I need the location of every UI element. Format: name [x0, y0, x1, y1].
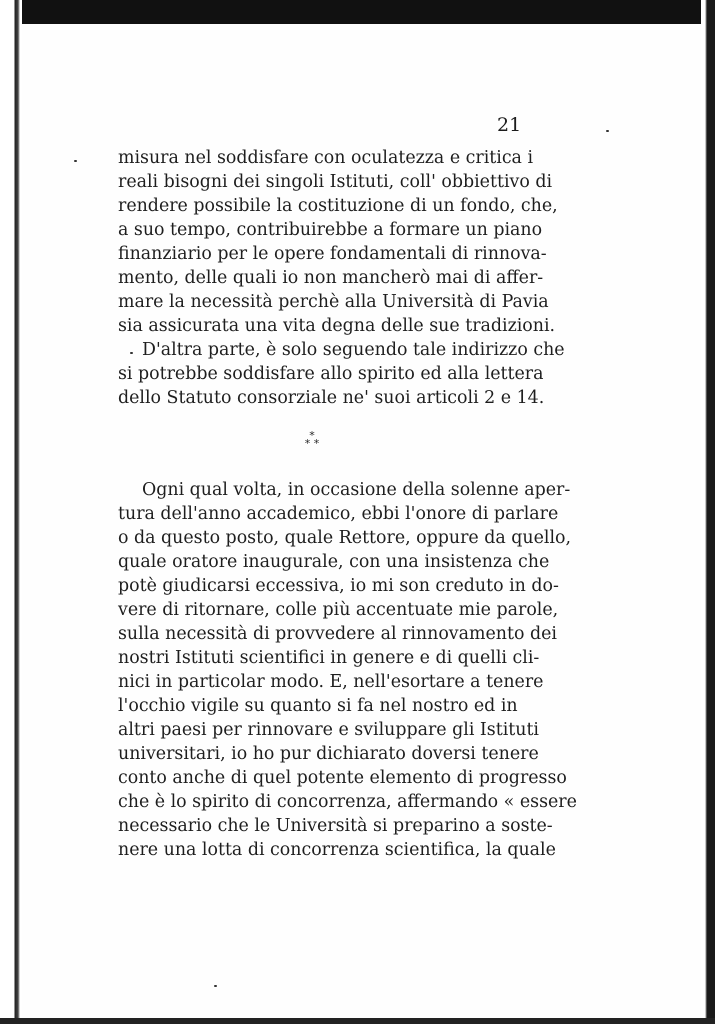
- section-separator: * * *: [304, 429, 320, 450]
- text-line: nici in particolar modo. E, nell'esortare a tenere: [118, 672, 544, 692]
- text-line: D'altra parte, è solo seguendo tale indirizzo che: [142, 340, 565, 360]
- text-line: mare la necessità perchè alla Università di Pavia: [118, 292, 549, 312]
- text-line: quale oratore inaugurale, con una insistenza che: [118, 552, 550, 572]
- text-line: che è lo spirito di concorrenza, affermando « essere: [118, 792, 577, 812]
- text-line: tura dell'anno accademico, ebbi l'onore di parlare: [118, 504, 559, 524]
- text-line: rendere possibile la costituzione di un fondo, che,: [118, 196, 558, 216]
- scan-speck: [130, 352, 133, 354]
- text-line: mento, delle quali io non mancherò mai di affer-: [118, 268, 544, 288]
- text-line: nostri Istituti scientifici in genere e di quelli cli-: [118, 648, 540, 668]
- page-number: 21: [497, 114, 522, 136]
- text-line: altri paesi per rinnovare e sviluppare gli Istituti: [118, 720, 539, 740]
- text-line: vere di ritornare, colle più accentuate mie parole,: [118, 600, 559, 620]
- scan-speck: [606, 130, 609, 132]
- text-line: l'occhio vigile su quanto si fa nel nostro ed in: [118, 696, 518, 716]
- text-line: o da questo posto, quale Rettore, oppure da quello,: [118, 528, 572, 548]
- text-line: reali bisogni dei singoli Istituti, coll' obbiettivo di: [118, 172, 553, 192]
- text-line: a suo tempo, contribuirebbe a formare un piano: [118, 220, 543, 240]
- scan-bottom-border: [0, 1018, 715, 1024]
- text-line: necessario che le Università si preparino a soste-: [118, 816, 553, 836]
- text-line: si potrebbe soddisfare allo spirito ed alla lettera: [118, 364, 544, 384]
- text-line: conto anche di quel potente elemento di progresso: [118, 768, 567, 788]
- text-line: universitari, io ho pur dichiarato doversi tenere: [118, 744, 539, 764]
- text-line: Ogni qual volta, in occasione della solenne aper-: [142, 480, 571, 500]
- scan-speck: [74, 160, 77, 162]
- scan-right-border: [701, 0, 715, 1024]
- scan-speck: [214, 985, 217, 987]
- text-line: misura nel soddisfare con oculatezza e critica i: [118, 148, 534, 168]
- scan-left-border: [0, 0, 22, 1024]
- body-text-top: [118, 146, 565, 410]
- text-line: sia assicurata una vita degna delle sue tradizioni.: [118, 316, 556, 336]
- text-line: finanziario per le opere fondamentali di rinnova-: [118, 244, 547, 264]
- text-line: dello Statuto consorziale ne' suoi articoli 2 e 14.: [118, 388, 545, 408]
- body-text-bottom: [118, 478, 577, 862]
- text-line: nere una lotta di concorrenza scientifica, la quale: [118, 840, 556, 860]
- text-line: sulla necessità di provvedere al rinnovamento dei: [118, 624, 557, 644]
- scan-top-border: [0, 0, 715, 24]
- text-line: potè giudicarsi eccessiva, io mi son creduto in do-: [118, 576, 559, 596]
